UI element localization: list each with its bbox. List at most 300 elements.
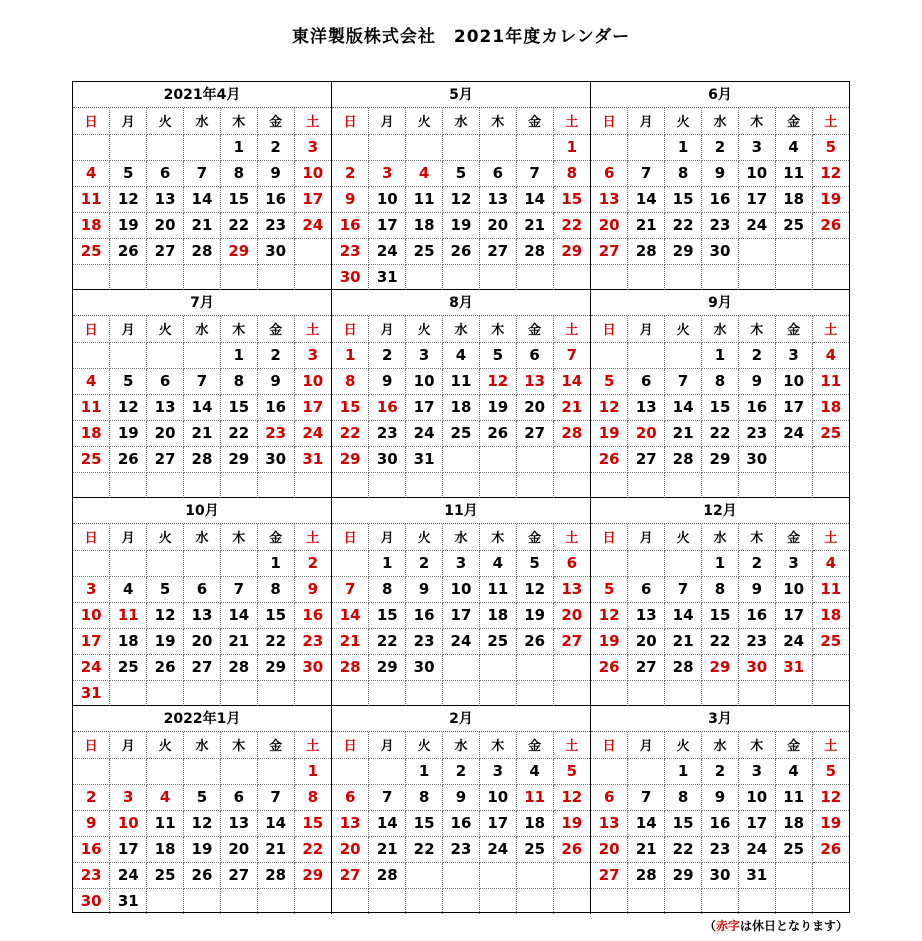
weekday-header: 木 bbox=[220, 316, 257, 342]
month-table bbox=[591, 108, 849, 290]
day-cell: 13 bbox=[332, 810, 369, 836]
empty-cell bbox=[479, 888, 516, 914]
day-cell: 3 bbox=[443, 550, 480, 576]
week-row bbox=[73, 134, 331, 160]
empty-cell bbox=[702, 888, 739, 914]
day-cell: 5 bbox=[812, 758, 849, 784]
day-cell: 28 bbox=[220, 654, 257, 680]
week-row bbox=[73, 836, 331, 862]
day-cell: 29 bbox=[665, 862, 702, 888]
weekday-header: 金 bbox=[516, 316, 553, 342]
weekday-header: 水 bbox=[184, 316, 221, 342]
day-cell: 22 bbox=[294, 836, 331, 862]
day-cell: 23 bbox=[73, 862, 110, 888]
weekday-header: 火 bbox=[406, 732, 443, 758]
empty-cell bbox=[406, 888, 443, 914]
day-cell: 2 bbox=[257, 342, 294, 368]
week-row bbox=[591, 576, 849, 602]
week-row bbox=[332, 264, 590, 290]
empty-cell bbox=[147, 264, 184, 290]
day-cell: 24 bbox=[294, 420, 331, 446]
empty-cell bbox=[220, 888, 257, 914]
empty-cell bbox=[110, 680, 147, 706]
empty-cell bbox=[738, 238, 775, 264]
empty-cell bbox=[516, 888, 553, 914]
empty-cell bbox=[257, 680, 294, 706]
day-cell: 28 bbox=[184, 446, 221, 472]
day-cell: 5 bbox=[812, 134, 849, 160]
week-row bbox=[591, 654, 849, 680]
week-row bbox=[73, 238, 331, 264]
day-cell: 19 bbox=[147, 628, 184, 654]
weekday-header: 日 bbox=[73, 316, 110, 342]
empty-cell bbox=[628, 680, 665, 706]
day-cell: 6 bbox=[332, 784, 369, 810]
day-cell: 7 bbox=[220, 576, 257, 602]
day-cell: 11 bbox=[479, 576, 516, 602]
empty-cell bbox=[479, 472, 516, 498]
week-row bbox=[332, 238, 590, 264]
empty-cell bbox=[553, 888, 590, 914]
empty-cell bbox=[665, 342, 702, 368]
empty-cell bbox=[516, 862, 553, 888]
day-cell: 17 bbox=[738, 186, 775, 212]
empty-cell bbox=[775, 888, 812, 914]
empty-cell bbox=[110, 758, 147, 784]
empty-cell bbox=[665, 472, 702, 498]
day-cell: 30 bbox=[738, 654, 775, 680]
day-cell: 11 bbox=[73, 394, 110, 420]
empty-cell bbox=[184, 758, 221, 784]
day-cell: 26 bbox=[147, 654, 184, 680]
weekday-header: 日 bbox=[591, 316, 628, 342]
week-row bbox=[73, 446, 331, 472]
month-table bbox=[332, 316, 590, 498]
day-cell: 24 bbox=[775, 628, 812, 654]
weekday-header: 日 bbox=[332, 316, 369, 342]
day-cell: 1 bbox=[406, 758, 443, 784]
empty-cell bbox=[184, 342, 221, 368]
empty-cell bbox=[775, 446, 812, 472]
day-cell: 26 bbox=[443, 238, 480, 264]
weekday-header: 火 bbox=[406, 524, 443, 550]
day-cell: 11 bbox=[516, 784, 553, 810]
day-cell: 10 bbox=[294, 368, 331, 394]
empty-cell bbox=[110, 264, 147, 290]
day-cell: 23 bbox=[738, 420, 775, 446]
day-cell: 30 bbox=[406, 654, 443, 680]
weekday-header: 木 bbox=[220, 732, 257, 758]
day-cell: 8 bbox=[702, 368, 739, 394]
month-table bbox=[591, 524, 849, 706]
day-cell: 8 bbox=[702, 576, 739, 602]
empty-cell bbox=[332, 472, 369, 498]
month-title: 8月 bbox=[332, 290, 590, 316]
week-row bbox=[591, 420, 849, 446]
day-cell: 27 bbox=[147, 446, 184, 472]
weekday-header: 水 bbox=[702, 524, 739, 550]
week-row bbox=[591, 446, 849, 472]
week-row bbox=[332, 160, 590, 186]
day-cell: 24 bbox=[479, 836, 516, 862]
day-cell: 29 bbox=[220, 238, 257, 264]
week-row bbox=[73, 784, 331, 810]
day-cell: 6 bbox=[516, 342, 553, 368]
day-cell: 25 bbox=[516, 836, 553, 862]
month-title: 2月 bbox=[332, 706, 590, 732]
empty-cell bbox=[553, 654, 590, 680]
day-cell: 29 bbox=[665, 238, 702, 264]
day-cell: 27 bbox=[184, 654, 221, 680]
day-cell: 6 bbox=[220, 784, 257, 810]
day-cell: 27 bbox=[332, 862, 369, 888]
day-cell: 4 bbox=[775, 758, 812, 784]
day-cell: 2 bbox=[257, 134, 294, 160]
empty-cell bbox=[628, 758, 665, 784]
weekday-header: 金 bbox=[257, 108, 294, 134]
day-cell: 11 bbox=[775, 784, 812, 810]
empty-cell bbox=[479, 680, 516, 706]
empty-cell bbox=[110, 134, 147, 160]
weekday-header: 火 bbox=[147, 316, 184, 342]
month-title: 2021年4月 bbox=[73, 82, 331, 108]
day-cell: 21 bbox=[665, 420, 702, 446]
day-cell: 16 bbox=[294, 602, 331, 628]
weekday-header: 金 bbox=[775, 732, 812, 758]
month-block bbox=[332, 498, 591, 706]
day-cell: 8 bbox=[332, 368, 369, 394]
day-cell: 1 bbox=[665, 758, 702, 784]
month-block bbox=[73, 706, 332, 914]
week-row bbox=[591, 342, 849, 368]
day-cell: 21 bbox=[184, 212, 221, 238]
day-cell: 20 bbox=[591, 836, 628, 862]
month-block bbox=[332, 290, 591, 498]
empty-cell bbox=[553, 472, 590, 498]
day-cell: 2 bbox=[369, 342, 406, 368]
day-cell: 3 bbox=[406, 342, 443, 368]
day-cell: 17 bbox=[294, 186, 331, 212]
day-cell: 1 bbox=[332, 342, 369, 368]
day-cell: 1 bbox=[665, 134, 702, 160]
day-cell: 29 bbox=[294, 862, 331, 888]
day-cell: 29 bbox=[702, 654, 739, 680]
empty-cell bbox=[553, 264, 590, 290]
day-cell: 9 bbox=[257, 368, 294, 394]
empty-cell bbox=[443, 446, 480, 472]
day-cell: 24 bbox=[110, 862, 147, 888]
day-cell: 6 bbox=[591, 160, 628, 186]
empty-cell bbox=[479, 134, 516, 160]
empty-cell bbox=[775, 264, 812, 290]
month-table bbox=[73, 316, 331, 498]
day-cell: 18 bbox=[516, 810, 553, 836]
week-row bbox=[332, 810, 590, 836]
weekday-row bbox=[73, 316, 331, 342]
empty-cell bbox=[812, 888, 849, 914]
day-cell: 14 bbox=[257, 810, 294, 836]
empty-cell bbox=[294, 264, 331, 290]
week-row bbox=[332, 420, 590, 446]
day-cell: 24 bbox=[73, 654, 110, 680]
weekday-header: 月 bbox=[628, 316, 665, 342]
weekday-header: 火 bbox=[665, 524, 702, 550]
empty-cell bbox=[628, 550, 665, 576]
weekday-header: 金 bbox=[516, 524, 553, 550]
day-cell: 5 bbox=[110, 160, 147, 186]
weekday-header: 火 bbox=[147, 732, 184, 758]
day-cell: 25 bbox=[443, 420, 480, 446]
weekday-header: 月 bbox=[110, 316, 147, 342]
day-cell: 9 bbox=[738, 576, 775, 602]
weekday-header: 火 bbox=[665, 108, 702, 134]
day-cell: 18 bbox=[812, 394, 849, 420]
week-row bbox=[591, 212, 849, 238]
day-cell: 17 bbox=[738, 810, 775, 836]
day-cell: 28 bbox=[332, 654, 369, 680]
week-row bbox=[332, 550, 590, 576]
day-cell: 4 bbox=[812, 342, 849, 368]
week-row bbox=[332, 134, 590, 160]
day-cell: 8 bbox=[257, 576, 294, 602]
day-cell: 15 bbox=[553, 186, 590, 212]
day-cell: 21 bbox=[220, 628, 257, 654]
day-cell: 13 bbox=[628, 394, 665, 420]
day-cell: 14 bbox=[665, 394, 702, 420]
week-row bbox=[73, 758, 331, 784]
day-cell: 21 bbox=[332, 628, 369, 654]
day-cell: 19 bbox=[553, 810, 590, 836]
day-cell: 15 bbox=[665, 186, 702, 212]
week-row bbox=[591, 238, 849, 264]
day-cell: 17 bbox=[110, 836, 147, 862]
empty-cell bbox=[628, 134, 665, 160]
day-cell: 23 bbox=[702, 212, 739, 238]
week-row bbox=[591, 264, 849, 290]
day-cell: 14 bbox=[369, 810, 406, 836]
day-cell: 14 bbox=[628, 186, 665, 212]
weekday-header: 月 bbox=[369, 524, 406, 550]
month-block bbox=[591, 498, 849, 706]
day-cell: 30 bbox=[369, 446, 406, 472]
day-cell: 29 bbox=[553, 238, 590, 264]
day-cell: 21 bbox=[184, 420, 221, 446]
week-row bbox=[332, 836, 590, 862]
week-row bbox=[332, 758, 590, 784]
week-row bbox=[591, 628, 849, 654]
day-cell: 5 bbox=[553, 758, 590, 784]
day-cell: 18 bbox=[110, 628, 147, 654]
day-cell: 27 bbox=[628, 654, 665, 680]
empty-cell bbox=[516, 472, 553, 498]
empty-cell bbox=[147, 758, 184, 784]
day-cell: 23 bbox=[702, 836, 739, 862]
week-row bbox=[332, 862, 590, 888]
empty-cell bbox=[812, 472, 849, 498]
day-cell: 4 bbox=[110, 576, 147, 602]
day-cell: 12 bbox=[812, 784, 849, 810]
day-cell: 19 bbox=[110, 420, 147, 446]
empty-cell bbox=[73, 134, 110, 160]
day-cell: 29 bbox=[332, 446, 369, 472]
day-cell: 3 bbox=[294, 134, 331, 160]
day-cell: 16 bbox=[257, 186, 294, 212]
day-cell: 8 bbox=[665, 784, 702, 810]
weekday-header: 月 bbox=[110, 732, 147, 758]
weekday-header: 月 bbox=[628, 732, 665, 758]
day-cell: 30 bbox=[702, 862, 739, 888]
day-cell: 6 bbox=[147, 160, 184, 186]
day-cell: 21 bbox=[665, 628, 702, 654]
day-cell: 3 bbox=[369, 160, 406, 186]
day-cell: 21 bbox=[516, 212, 553, 238]
empty-cell bbox=[812, 264, 849, 290]
weekday-header: 土 bbox=[294, 524, 331, 550]
empty-cell bbox=[479, 654, 516, 680]
empty-cell bbox=[443, 134, 480, 160]
day-cell: 24 bbox=[738, 836, 775, 862]
day-cell: 14 bbox=[332, 602, 369, 628]
empty-cell bbox=[479, 862, 516, 888]
week-row bbox=[332, 446, 590, 472]
day-cell: 4 bbox=[73, 160, 110, 186]
week-row bbox=[73, 264, 331, 290]
day-cell: 12 bbox=[516, 576, 553, 602]
empty-cell bbox=[257, 472, 294, 498]
empty-cell bbox=[443, 654, 480, 680]
month-table bbox=[73, 108, 331, 290]
week-row bbox=[332, 628, 590, 654]
day-cell: 4 bbox=[443, 342, 480, 368]
day-cell: 31 bbox=[294, 446, 331, 472]
week-row bbox=[73, 394, 331, 420]
day-cell: 12 bbox=[591, 394, 628, 420]
weekday-row bbox=[332, 732, 590, 758]
day-cell: 25 bbox=[147, 862, 184, 888]
day-cell: 18 bbox=[73, 420, 110, 446]
day-cell: 21 bbox=[369, 836, 406, 862]
week-row bbox=[332, 602, 590, 628]
day-cell: 23 bbox=[332, 238, 369, 264]
week-row bbox=[591, 810, 849, 836]
week-row bbox=[591, 602, 849, 628]
weekday-header: 日 bbox=[332, 732, 369, 758]
day-cell: 24 bbox=[369, 238, 406, 264]
month-block bbox=[73, 82, 332, 290]
weekday-header: 月 bbox=[628, 524, 665, 550]
day-cell: 7 bbox=[665, 576, 702, 602]
day-cell: 25 bbox=[73, 446, 110, 472]
day-cell: 2 bbox=[294, 550, 331, 576]
day-cell: 20 bbox=[628, 420, 665, 446]
month-block bbox=[332, 706, 591, 914]
day-cell: 3 bbox=[73, 576, 110, 602]
weekday-header: 水 bbox=[702, 316, 739, 342]
day-cell: 16 bbox=[702, 810, 739, 836]
day-cell: 13 bbox=[147, 394, 184, 420]
weekday-header: 日 bbox=[591, 524, 628, 550]
day-cell: 15 bbox=[369, 602, 406, 628]
empty-cell bbox=[812, 238, 849, 264]
empty-cell bbox=[702, 264, 739, 290]
empty-cell bbox=[294, 680, 331, 706]
day-cell: 12 bbox=[110, 394, 147, 420]
empty-cell bbox=[257, 264, 294, 290]
empty-cell bbox=[738, 888, 775, 914]
day-cell: 8 bbox=[294, 784, 331, 810]
day-cell: 31 bbox=[775, 654, 812, 680]
weekday-header: 水 bbox=[443, 108, 480, 134]
weekday-header: 金 bbox=[775, 524, 812, 550]
week-row bbox=[73, 368, 331, 394]
day-cell: 28 bbox=[665, 446, 702, 472]
weekday-header: 土 bbox=[812, 732, 849, 758]
empty-cell bbox=[147, 680, 184, 706]
empty-cell bbox=[516, 134, 553, 160]
month-block bbox=[73, 290, 332, 498]
calendar-title: 2021年度カレンダー bbox=[453, 27, 631, 47]
day-cell: 28 bbox=[184, 238, 221, 264]
day-cell: 30 bbox=[294, 654, 331, 680]
day-cell: 20 bbox=[516, 394, 553, 420]
month-block bbox=[591, 290, 849, 498]
week-row bbox=[591, 784, 849, 810]
day-cell: 24 bbox=[406, 420, 443, 446]
weekday-header: 日 bbox=[73, 732, 110, 758]
day-cell: 6 bbox=[591, 784, 628, 810]
weekday-header: 木 bbox=[738, 732, 775, 758]
day-cell: 18 bbox=[479, 602, 516, 628]
weekday-header: 日 bbox=[591, 732, 628, 758]
day-cell: 17 bbox=[406, 394, 443, 420]
day-cell: 18 bbox=[73, 212, 110, 238]
holiday-note bbox=[704, 917, 848, 934]
empty-cell bbox=[147, 472, 184, 498]
day-cell: 4 bbox=[775, 134, 812, 160]
empty-cell bbox=[812, 446, 849, 472]
day-cell: 18 bbox=[775, 186, 812, 212]
empty-cell bbox=[332, 134, 369, 160]
month-title: 9月 bbox=[591, 290, 849, 316]
empty-cell bbox=[775, 680, 812, 706]
day-cell: 16 bbox=[702, 186, 739, 212]
empty-cell bbox=[591, 888, 628, 914]
day-cell: 29 bbox=[369, 654, 406, 680]
day-cell: 6 bbox=[553, 550, 590, 576]
weekday-header: 月 bbox=[369, 732, 406, 758]
day-cell: 31 bbox=[73, 680, 110, 706]
empty-cell bbox=[110, 342, 147, 368]
weekday-header: 土 bbox=[294, 732, 331, 758]
day-cell: 22 bbox=[553, 212, 590, 238]
day-cell: 3 bbox=[110, 784, 147, 810]
day-cell: 17 bbox=[775, 602, 812, 628]
day-cell: 21 bbox=[628, 836, 665, 862]
empty-cell bbox=[332, 680, 369, 706]
day-cell: 10 bbox=[443, 576, 480, 602]
month-block bbox=[73, 498, 332, 706]
weekday-header: 日 bbox=[332, 524, 369, 550]
empty-cell bbox=[628, 888, 665, 914]
day-cell: 14 bbox=[516, 186, 553, 212]
day-cell: 1 bbox=[702, 550, 739, 576]
day-cell: 23 bbox=[257, 212, 294, 238]
weekday-header: 土 bbox=[812, 108, 849, 134]
weekday-header: 月 bbox=[110, 524, 147, 550]
day-cell: 14 bbox=[220, 602, 257, 628]
day-cell: 15 bbox=[220, 394, 257, 420]
weekday-header: 火 bbox=[665, 316, 702, 342]
